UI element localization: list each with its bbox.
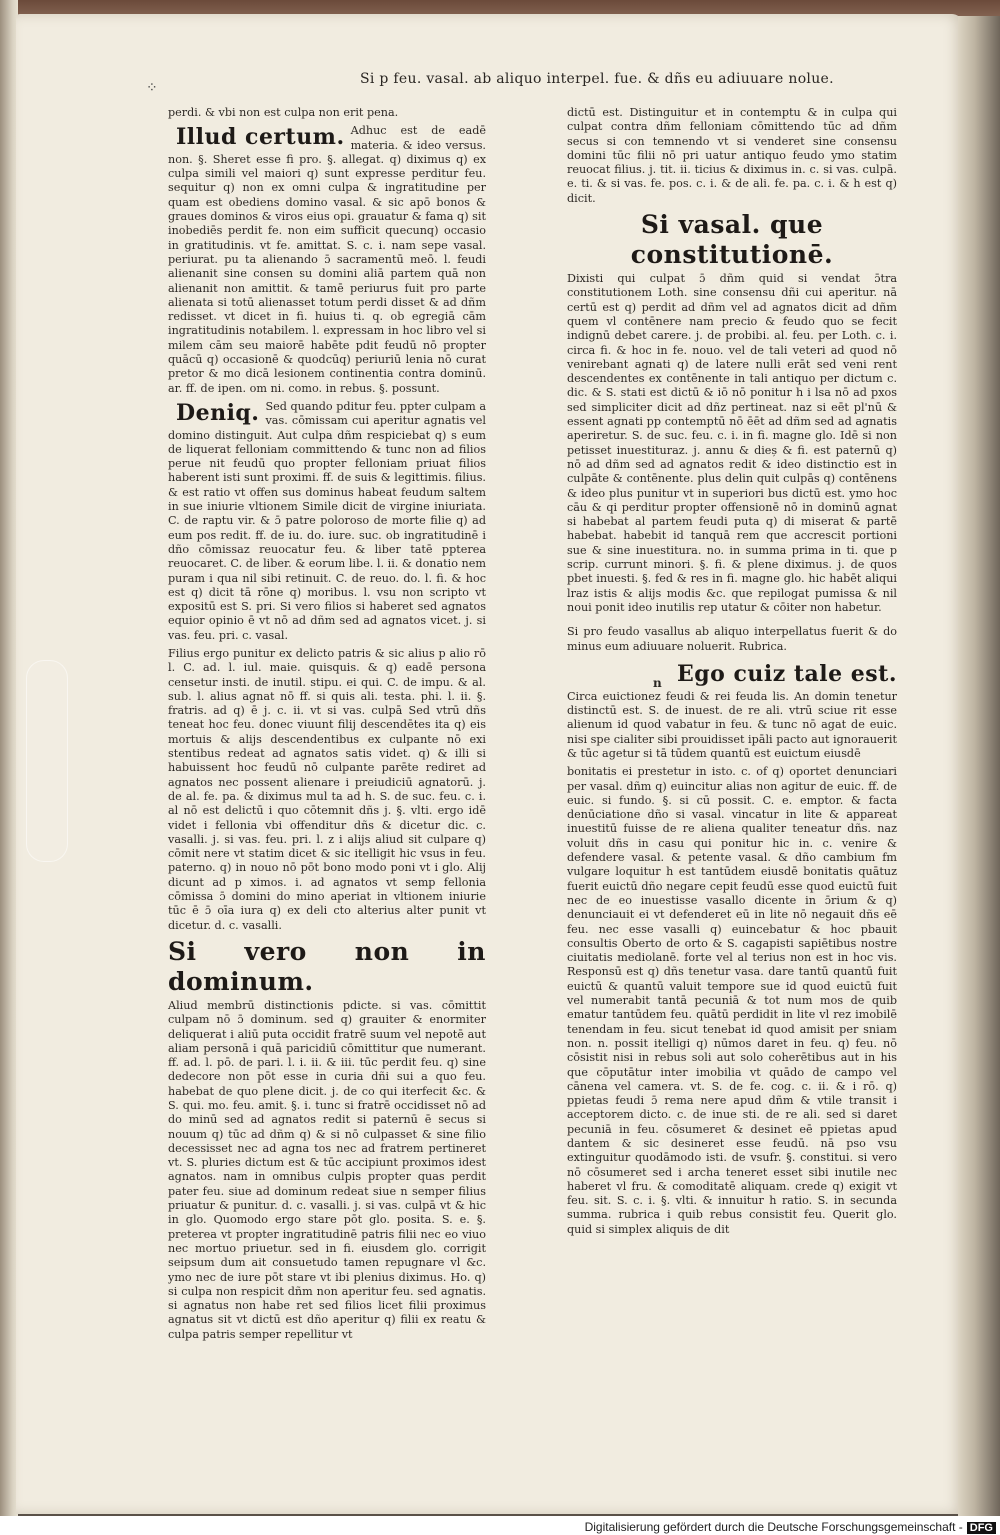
- right-column: [567, 106, 897, 1241]
- paragraph: Aliud membrū distinctionis pdicte. si vas. cōmittit culpam nō ɔ̄ dominum. sed q) grauiter & enormiter deliquerat i aliū puta occidit fratrē suum vel nepotē aut aliam personā i quā paricidiū cōmittitur que numerant. ff. ad. l. pō. de pari. l. i. ii. & iii. tūc perdit feu. q) sine dedecore non pōt esse in curia dñi sui a quo feu. habebat de quo plene dicit. j. de co qui iterfecit &c. & S. qui. mo. feu. amit. §. i. tunc si fratrē occidisset nō ad do minū sed ad agnatos redit si paternū ē secus si nouum q) tūc ad dñm q) & si nō culpasset & sine filio decessisset nec ad agna tos nec ad fratrem pertineret vt. S. pluries dictum est & tūc accipiunt proximos idest agnatos. nam in omnibus culpis propter quas perdit pater feu. siue ad dominum redeat siue n semper filius priuatur & punitur. d. c. vasalli. j. si vas. culpā vt & hic in glo. Quomodo ergo stare pōt glo. posita. S. e. §. preterea vt propter ingratitudinē patris filii nec eo viuo nec mortuo priuetur. sed in fi. eiusdem glo. corrigit seipsum dum ait consuetudo tamen repugnare vl &c. ymo nec de iure pōt stare vt ibi plenius diximus. Ho. q) si culpa non respicit dñm non aperitur feu. sed agnatis. si agnatus non habe ret sed filios licet filii proximus agnatus sit vt dictū est dño aperitur q) filii ex reatu & culpa patris semper repellitur vt: [168, 998, 486, 1341]
- page-clip: [26, 660, 68, 862]
- paragraph: bonitatis ei prestetur in isto. c. of q) oportet denunciari per vasal. dñm q) euincitur alias non agitur de euic. ff. de euic. si fundo. §. si cū possit. C. e. emptor. & facta denūciatione dño si vasal. vincatur in lite & appareat inuestitū fuisse de re aliena qualiter teneatur dñs. naz voluit dñs in casu qui ponitur hic in. c. venire & defendere vasal. & petente vasal. & dño cambium fm vulgare loquitur h est tantūdem eiusdē bonitatis quātuz fuerit euictū dño negare cepit feudū esse quod euictū fuit nec de eo inuestisse vasallo dicente in ɔ̄rium & q) denunciauit ei vt defenderet eū in lite nō negauit dñs eē feu. nec esse vasalli q) euincebatur & hoc pbauit consultis Oberto de orto & S. cagapisti sapiētibus nostre ciuitatis mediolanē. forte vel al terius non est in hoc vis. Responsū est q) dñs tenetur vasa. dare tantū quantū fuit euictū & quantū valuit tempore sue id quod euictū fuit vel numerabit tantā pecuniā & tot num mos de quib ematur tantūdem feu. quātū perdidit in lite vl rez imobilē tenendam in feu. sicut tenebat id quod amisit per sniam non. n. possit itelligi q) nūmos daret in feu. q) feu. nō cōsistit nisi in rebus soli aut solo coherētibus aut in his que cōputātur inter imobilia vt quādo de campo vel cānena vel camera. vt. S. de fe. cog. c. ii. & i rō. q) ppietas feudi ɔ̄ rema nere apud dñm & vtile transit i acceptorem dicto. c. de inue sti. de re ali. sed si daret pecuniā in feu. cōsumeret & desinet eē ppietas apud dantem & sic desineret esse feudū. nā pso vsu extinguitur quodāmodo isti. de vsufr. §. constitui. si vero nō cōsumeret sed i archa teneret esset sibi inutile nec haberet vl fru. & comoditatē aliquam. crede q) exigit vt feu. sit. S. c. i. §. vlti. & innuitur h ratio. S. in secunda summa. rubrica i quib rebus consistit feu. Querit glo. quid si simplex aliquis de dit: [567, 765, 897, 1236]
- paragraph: dictū est. Distinguitur et in contemptu & in culpa qui culpat contra dñm felloniam cōmittendo tūc ad dñm secus si con temnendo vt si venderet sine consensu domini tūc filii nō pri uatur antiquo feudo ymo statim reuocat filius. j. tit. ii. ticius & diximus in. c. si vas. culpā. e. ti. & si vas. fe. pos. c. i. & de ali. fe. pa. c. i. & h est q) dicit.: [567, 106, 897, 205]
- paragraph: Filius ergo punitur ex delicto patris & sic alius p alio rō l. C. ad. l. iul. maie. quisquis. & q) eadē persona censetur insti. de inutil. stipu. ei qui. C. de impu. & al. sub. l. alius agnat nō ff. si quis ali. testa. phi. l. ii. §. fratris. ad q) ē j. c. ii. vt si vas. culpā Sed vtrū dñs teneat hoc feu. donec viuunt filij descendētes ita q) eis mortuis & alijs descendentibus ex culpante nō exi stentibus redeat ad agnatos satis videt. q) & illi si habuissent hoc feudū nō culpante parēte rediret ad agnatos nec possent alienare i preiudiciū agnatorū. j. de al. fe. pa. & diximus mul ta ad h. S. de suc. feu. c. i. al nō est delictū i quo cōtemnit dñs j. §. vlti. ergo idē videt i fellonia vbi offenditur dñs & dicetur dic. c. vasalli. j. si vas. feu. pri. l. z i alijs aliud sit culpare q) cōmit nere vt statim dicet & sic itelligit hic vsus in feu. paterno. q) in nouo nō pōt bono modo poni vt i glo. Alij dicunt ad p ximos. i. ad agnatos vt semp fellonia cōmissa ɔ̄ domini do mino aperiat in vltionem iniurie tūc ē ɔ̄ oīa iura q) ex deli cto alterius alter punit vt dicetur. d. c. vasalli.: [168, 646, 486, 932]
- section-illud-certum: [168, 124, 486, 396]
- running-head: Si p feu. vasal. ab aliquo interpel. fue. & dñs eu adiuuare nolue.: [360, 71, 834, 87]
- right-page-edge: [958, 16, 1000, 1516]
- paragraph: Sed quando pditur feu. ppter culpam a vas. cōmissam cui aperitur agnatis vel domino distinguit. Aut culpa dñm respiciebat q) s eum de liquerat felloniam committendo & tunc non ad filios perue nit feudū quo propter felloniam priuat filios haberent isti sunt proximi. ff. de suis & legittimis. filius. & est ratio vt offen sus dominus habeat feudum saltem in sue iniurie vltionem Simile dicit de virgine iniuriata. C. de raptu vir. & ɔ̄ patre poloroso de morte filie q) ad eum pos redit. ff. de iu. do. iure. suc. ob ingratitudinē i dño cōmissaz reuocatur feu. & liber tatē ppterea reuocaret. C. de liber. & eorum libe. l. ii. & donatio nem puram i qua nil sibi retinuit. C. de reuo. do. l. fi. & hoc est q) dicit tā rōne q) moribus. l. vsu non scripto vt expositū est S. pri. Si vero filios si haberet sed agnatos equior opinio ē vt nō ad dñm sed ad agnatos vicet. j. si vas. feu. pri. c. vasal.: [168, 399, 486, 642]
- heading-illud-certum: Illud certum.: [176, 124, 345, 151]
- dfg-logo: DFG: [967, 1522, 996, 1534]
- paragraph: Adhuc est de eadē materia. & ideo versus. non. §. Sheret esse fi pro. §. allegat. q) diximus q) ex culpa simili vel maiori q) sunt expresse perditur feu. sequitur q) non ex omni culpa & ingratitudine per quam est obediens domino vasal. & sic apō bonos & graues dominos & viros eius opi. grauatur & fama q) sit inobediēs perdit fe. non eim sufficit quecunq) occasio in gratitudinis. vt fe. amittat. S. c. i. nam sepe vasal. periurat. pu ta alienando ɔ̄ sacramentū meō. l. feudi alienanit sine consen su domini aliā partem quā non alienanit non amittit. & tamē periurus fuit pro parte alienata si totū alienasset totum perdi disset & ad dñm redisset. vt dicet in fi. huius ti. q. ob egregiā cām ingratitudinis notabilem. l. expressam in hoc libro vel si milem cām seu maiorē habēte pdit feudū nō propter quācū q) occasionē & quodcūq) periuriū lenia nō curat pretor & mo dicā lesionem continentia contra dominū. ar. ff. de ipen. om ni. como. in rebus. §. possunt.: [168, 124, 486, 395]
- marginal-letter: n: [653, 676, 662, 690]
- footer-credit: [585, 1520, 996, 1534]
- footer-text: Digitalisierung gefördert durch die Deutsche Forschungsgemeinschaft -: [584, 1520, 963, 1534]
- heading-si-vasal: Si vasal. que constitutionē.: [630, 210, 834, 270]
- rubric: Si pro feudo vasallus ab aliquo interpellatus fuerit & do minus eum adiuuare noluerit. Rubrica.: [567, 625, 897, 653]
- heading-deniq: Deniq.: [176, 399, 260, 426]
- intro-line: perdi. & vbi non est culpa non erit pena.: [168, 106, 399, 119]
- heading-ego-cuiz: Ego cuiz tale est.: [676, 660, 897, 687]
- heading-si-vero: Si vero non in dominum.: [168, 936, 486, 996]
- paragraph: Circa euictionez feudi & rei feuda lis. An domin tenetur distinctū est. S. de inuest. de re ali. vtrū sciue rit esse alienum id quod vabatur in feu. & tunc nō agat de euic. nisi spe cialiter sibi prouidisset ipāli pacto aut ignorauerit & tūc agetur si tā tūdem quantū est euictum eiusdē: [567, 689, 897, 760]
- paragraph: Dixisti qui culpat ɔ̄ dñm quid si vendat ɔ̄tra constitutionem Loth. sine consensu dñi cui aperitur. nā certū est q) perdit ad dñm vel ad agnatos dicit ad dñm quem vl contēnere nam precio & feudo quo se fecit indignū debet carere. j. de probibi. al. feu. per Loth. c. i. circa fi. & hoc in fe. nouo. vel de tali veteri ad quod nō venirebant agnati q) de latere nulli erāt sed veni rent descendentes ex contēnente in tali antiquo per dictum c. dic. & S. stati est dictū & iō nō ponitur h i lsa nō ad pxos sed simpliciter dicit ad dñz pertineat. naz si eēt pl'nū & essent agnati pp contemptū nō ēēt ad dñm sed ad agnatis aperiretur. S. de suc. feu. c. i. in fi. magne glo. Idē si non petisset inuestituraz. j. annu & dieș & fi. est paternū q) nō ad dñm sed ad agnatos redit & ideo distinctio est in culpāte & contēnente. plus delin quit culpās q) contēnens & ideo plus punitur vt in superiori bus dictū est. ymo hoc cāu & qi perditur propter offensionē nō in dominū agnat si habebat al partem feudi puta q) di miserat & partē habebat. habebit id tanquā rem que accrescit portioni sue & sine inuestitura. no. in summa prima in ti. que p scrip. currunt minori. §. fi. & plene diximus. j. de quos pbet inuesti. §. fed & res in fi. magne glo. hic habēt aliqui lraz istis & alijs modis &c. que repilogat pumissa & nil noui ponit ideo inutilis rep utatur & cōiter non habetur.: [567, 272, 897, 614]
- section-deniq: [168, 400, 486, 643]
- ink-smudge: ⁘: [146, 80, 158, 96]
- footer-band: [0, 1516, 1000, 1535]
- left-column: [168, 106, 486, 1346]
